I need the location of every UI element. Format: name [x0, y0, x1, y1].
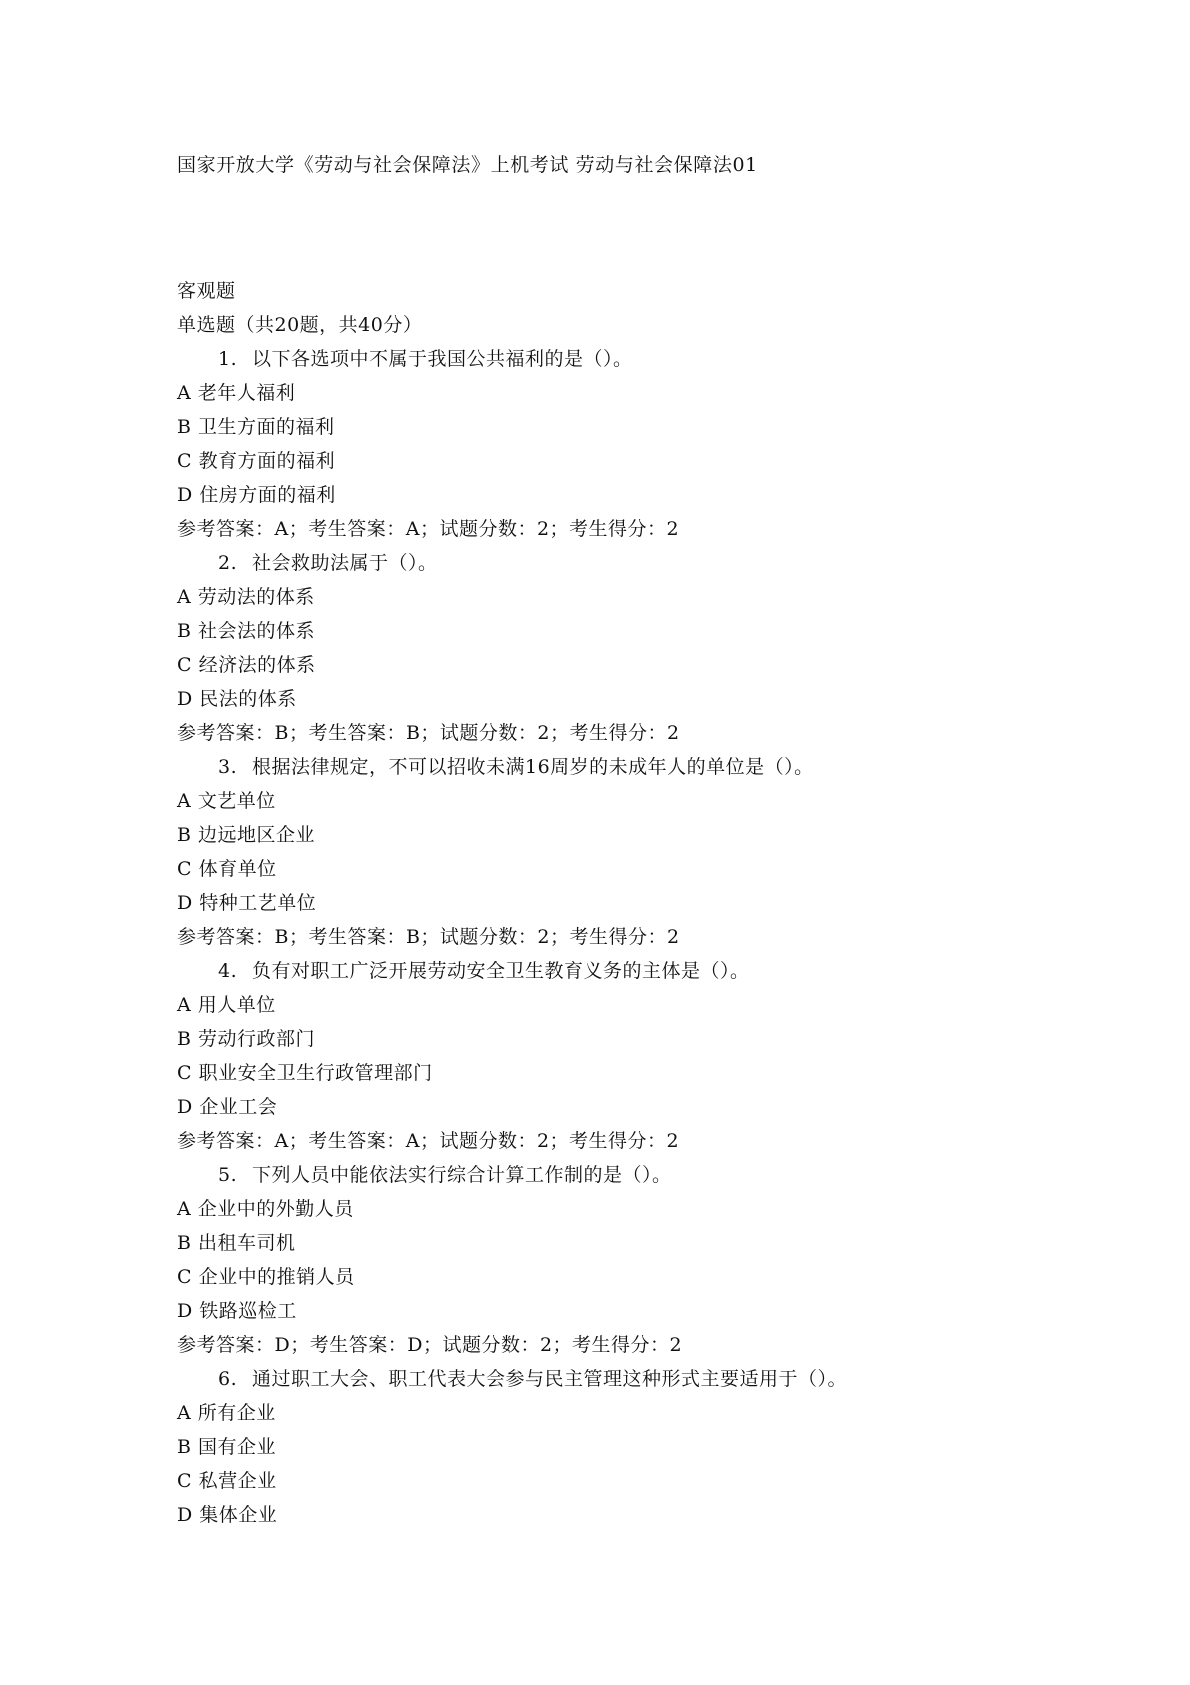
question-number: 5. — [218, 1164, 238, 1186]
question-stem — [177, 954, 1137, 988]
option-b: B 卫生方面的福利 — [177, 416, 335, 438]
answer-line: 参考答案：D；考生答案：D；试题分数：2；考生得分：2 — [177, 1334, 683, 1356]
option-c: C 体育单位 — [177, 858, 277, 880]
option-b: B 出租车司机 — [177, 1232, 296, 1254]
option-d: D 特种工艺单位 — [177, 892, 317, 914]
question-number: 3. — [218, 756, 238, 778]
answer-line: 参考答案：A；考生答案：A；试题分数：2；考生得分：2 — [177, 1130, 680, 1152]
question-text: 社会救助法属于（）。 — [252, 552, 438, 574]
option-a: A 所有企业 — [177, 1402, 276, 1424]
option-a: A 劳动法的体系 — [177, 586, 315, 608]
question-stem — [177, 342, 1137, 376]
option-b: B 劳动行政部门 — [177, 1028, 316, 1050]
question-stem — [177, 1362, 1137, 1396]
question-text: 负有对职工广泛开展劳动安全卫生教育义务的主体是（）。 — [252, 960, 750, 982]
option-b: B 社会法的体系 — [177, 620, 316, 642]
question-stem — [177, 750, 1137, 784]
question-text: 通过职工大会、职工代表大会参与民主管理这种形式主要适用于（）。 — [252, 1368, 848, 1390]
question-block — [177, 954, 1137, 1158]
subsection-heading: 单选题（共20题，共40分） — [177, 314, 423, 336]
option-b: B 边远地区企业 — [177, 824, 316, 846]
question-block — [177, 1362, 1137, 1532]
option-d: D 企业工会 — [177, 1096, 278, 1118]
option-d: D 民法的体系 — [177, 688, 297, 710]
question-number: 4. — [218, 960, 238, 982]
question-text: 根据法律规定，不可以招收未满16周岁的未成年人的单位是（）。 — [252, 756, 814, 778]
question-number: 2. — [218, 552, 238, 574]
question-text: 下列人员中能依法实行综合计算工作制的是（）。 — [252, 1164, 672, 1186]
question-block — [177, 546, 1137, 750]
question-block — [177, 342, 1137, 546]
question-block — [177, 750, 1137, 954]
question-stem — [177, 1158, 1137, 1192]
option-b: B 国有企业 — [177, 1436, 277, 1458]
question-block — [177, 1158, 1137, 1362]
option-c: C 私营企业 — [177, 1470, 277, 1492]
answer-line: 参考答案：B；考生答案：B；试题分数：2；考生得分：2 — [177, 722, 680, 744]
question-number: 6. — [218, 1368, 238, 1390]
section-heading: 客观题 — [177, 280, 236, 302]
question-text: 以下各选项中不属于我国公共福利的是（）。 — [252, 348, 633, 370]
option-a: A 用人单位 — [177, 994, 276, 1016]
document-title: 国家开放大学《劳动与社会保障法》上机考试 劳动与社会保障法01 — [177, 154, 758, 176]
option-d: D 铁路巡检工 — [177, 1300, 297, 1322]
answer-line: 参考答案：B；考生答案：B；试题分数：2；考生得分：2 — [177, 926, 680, 948]
option-a: A 企业中的外勤人员 — [177, 1198, 354, 1220]
option-a: A 老年人福利 — [177, 382, 296, 404]
option-c: C 职业安全卫生行政管理部门 — [177, 1062, 433, 1084]
option-d: D 住房方面的福利 — [177, 484, 336, 506]
exam-content — [177, 274, 1137, 1532]
option-c: C 教育方面的福利 — [177, 450, 336, 472]
question-stem — [177, 546, 1137, 580]
option-c: C 经济法的体系 — [177, 654, 316, 676]
option-c: C 企业中的推销人员 — [177, 1266, 355, 1288]
question-number: 1. — [218, 348, 238, 370]
answer-line: 参考答案：A；考生答案：A；试题分数：2；考生得分：2 — [177, 518, 680, 540]
option-d: D 集体企业 — [177, 1504, 278, 1526]
option-a: A 文艺单位 — [177, 790, 276, 812]
